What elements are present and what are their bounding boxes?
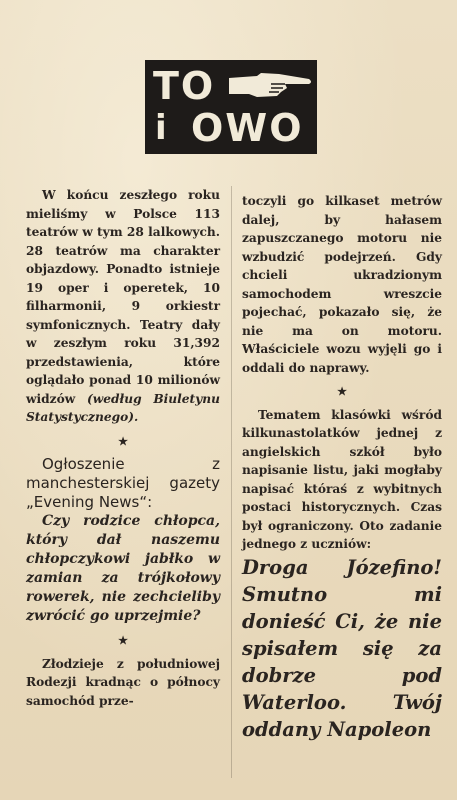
napoleon-letter: Droga Józefino! Smutno mi donieść Ci, że nie spisałem się za dobrze pod Waterloo. Twój oddany Napoleon <box>242 555 442 741</box>
masthead-i: i <box>155 108 167 148</box>
ad-text: Czy rodzice chłopca, który dał naszemu chłopczykowi jabłko w zamian za trójkołowy rowerek, nie zechcieliby zwrócić go uprzejmie? <box>26 513 220 624</box>
left-column <box>26 186 220 710</box>
article-car-theft-cont: toczyli go kilkaset metrów dalej, by hałasem zapuszczanego motoru nie wzbudzić podejrzeń. Gdy chcieli ukradzionym samochodem wreszcie pojechać, pokazało się, że nie ma on motoru. Właściciele wozu wyjęli go i oddali do naprawy. <box>242 194 442 375</box>
separator-star: ★ <box>118 634 128 647</box>
separator-star: ★ <box>118 434 128 448</box>
separator-star: ★ <box>337 385 347 398</box>
ad-heading: Ogłoszenie z manchesterskiej gazety „Evening News“: <box>26 455 220 511</box>
right-column <box>242 192 442 743</box>
article-school-test: Tematem klasówki wśród kilkunastolatków jednej z angielskich szkół było napisanie listu, jaki mogłaby napisać któraś z wybitnych postaci historycznych. Czas był ograniczony. Oto zadanie jednego z uczniów: <box>242 407 442 551</box>
article-theaters: W końcu zeszłego roku mieliśmy w Polsce 113 teatrów w tym 28 lalkowych. 28 teatrów ma charakter objazdowy. Ponadto istnieje 19 oper i operetek, 10 filharmonii, 9 orkiestr symfonicznych. Teatry dały w zeszłym roku 31,392 przedstawienia, które oglądało ponad 10 milionów widzów (według Biuletynu Statystycznego). <box>26 188 220 424</box>
masthead-to: TO <box>153 64 216 108</box>
pointing-hand-icon <box>227 70 313 100</box>
article-theaters-source: (według Biuletynu Statystycznego). <box>26 391 220 424</box>
article-car-theft-start: Złodzieje z południowej Rodezji kradnąc o północy samochód prze- <box>26 656 220 708</box>
column-divider <box>231 186 232 778</box>
column-masthead <box>145 60 317 154</box>
masthead-owo: OWO <box>191 106 304 150</box>
